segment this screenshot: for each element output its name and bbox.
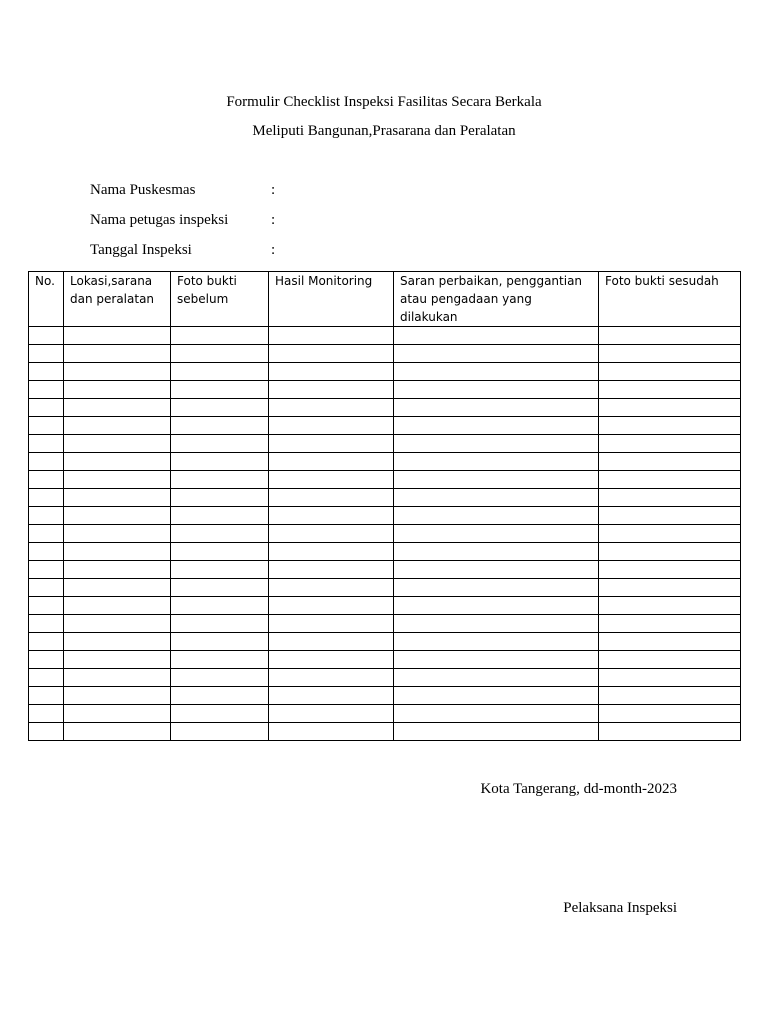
- table-cell[interactable]: [269, 435, 394, 453]
- table-cell[interactable]: [394, 633, 599, 651]
- table-cell[interactable]: [171, 597, 269, 615]
- table-header-row: [29, 272, 741, 327]
- table-cell[interactable]: [171, 399, 269, 417]
- table-cell[interactable]: [269, 669, 394, 687]
- table-cell[interactable]: [29, 615, 64, 633]
- table-row: [29, 597, 741, 615]
- column-header-saran: Saran perbaikan, penggantian atau pengadaan yang dilakukan: [394, 272, 599, 327]
- table-cell[interactable]: [269, 507, 394, 525]
- table-cell[interactable]: [394, 435, 599, 453]
- table-cell[interactable]: [599, 507, 741, 525]
- table-cell[interactable]: [269, 687, 394, 705]
- table-cell[interactable]: [171, 723, 269, 741]
- table-row: [29, 453, 741, 471]
- table-cell[interactable]: [29, 597, 64, 615]
- table-cell[interactable]: [394, 651, 599, 669]
- table-cell[interactable]: [269, 579, 394, 597]
- table-row: [29, 381, 741, 399]
- field-label: Nama Puskesmas: [90, 182, 196, 198]
- table-cell[interactable]: [269, 381, 394, 399]
- form-subtitle: Meliputi Bangunan,Prasarana dan Peralatan: [252, 123, 516, 139]
- table-row: [29, 363, 741, 381]
- table-cell[interactable]: [599, 651, 741, 669]
- table-cell[interactable]: [269, 723, 394, 741]
- table-cell[interactable]: [599, 345, 741, 363]
- table-cell[interactable]: [171, 345, 269, 363]
- table-cell[interactable]: [394, 579, 599, 597]
- table-cell[interactable]: [269, 525, 394, 543]
- table-cell[interactable]: [64, 363, 171, 381]
- table-cell[interactable]: [599, 579, 741, 597]
- table-cell[interactable]: [599, 669, 741, 687]
- table-cell[interactable]: [29, 687, 64, 705]
- table-cell[interactable]: [29, 651, 64, 669]
- table-cell[interactable]: [599, 687, 741, 705]
- table-cell[interactable]: [64, 723, 171, 741]
- table-cell[interactable]: [599, 597, 741, 615]
- table-cell[interactable]: [29, 543, 64, 561]
- table-cell[interactable]: [29, 561, 64, 579]
- table-cell[interactable]: [269, 633, 394, 651]
- table-cell[interactable]: [64, 471, 171, 489]
- table-cell[interactable]: [29, 399, 64, 417]
- table-cell[interactable]: [394, 507, 599, 525]
- table-cell[interactable]: [394, 363, 599, 381]
- table-cell[interactable]: [599, 435, 741, 453]
- field-separator: :: [271, 182, 276, 198]
- table-row: [29, 435, 741, 453]
- table-row: [29, 327, 741, 345]
- table-row: [29, 417, 741, 435]
- table-cell[interactable]: [29, 453, 64, 471]
- field-separator: :: [271, 212, 276, 228]
- table-cell[interactable]: [64, 525, 171, 543]
- table-row: [29, 705, 741, 723]
- table-cell[interactable]: [29, 723, 64, 741]
- table-cell[interactable]: [171, 417, 269, 435]
- table-cell[interactable]: [394, 525, 599, 543]
- table-cell[interactable]: [269, 561, 394, 579]
- column-header-no: No.: [29, 272, 64, 327]
- table-cell[interactable]: [171, 327, 269, 345]
- table-cell[interactable]: [394, 489, 599, 507]
- table-cell[interactable]: [394, 417, 599, 435]
- table-cell[interactable]: [394, 345, 599, 363]
- table-row: [29, 489, 741, 507]
- table-cell[interactable]: [29, 705, 64, 723]
- table-cell[interactable]: [171, 561, 269, 579]
- table-cell[interactable]: [394, 327, 599, 345]
- column-header-lokasi: Lokasi,sarana dan peralatan: [64, 272, 171, 327]
- table-cell[interactable]: [599, 381, 741, 399]
- table-cell[interactable]: [599, 633, 741, 651]
- table-cell[interactable]: [269, 489, 394, 507]
- table-cell[interactable]: [64, 345, 171, 363]
- table-cell[interactable]: [171, 669, 269, 687]
- table-cell[interactable]: [171, 633, 269, 651]
- table-cell[interactable]: [394, 399, 599, 417]
- table-cell[interactable]: [64, 561, 171, 579]
- table-cell[interactable]: [599, 525, 741, 543]
- table-cell[interactable]: [64, 687, 171, 705]
- table-cell[interactable]: [171, 651, 269, 669]
- table-cell[interactable]: [394, 615, 599, 633]
- table-cell[interactable]: [64, 543, 171, 561]
- table-cell[interactable]: [171, 453, 269, 471]
- table-cell[interactable]: [171, 363, 269, 381]
- table-row: [29, 399, 741, 417]
- field-separator: :: [271, 242, 276, 258]
- table-cell[interactable]: [171, 507, 269, 525]
- table-cell[interactable]: [29, 327, 64, 345]
- table-cell[interactable]: [599, 471, 741, 489]
- table-cell[interactable]: [269, 651, 394, 669]
- table-cell[interactable]: [64, 489, 171, 507]
- field-label: Nama petugas inspeksi: [90, 212, 229, 228]
- table-cell[interactable]: [599, 363, 741, 381]
- checklist-table: [28, 271, 741, 741]
- closing-place-date: Kota Tangerang, dd-month-2023: [480, 781, 677, 797]
- table-cell[interactable]: [171, 489, 269, 507]
- table-cell[interactable]: [269, 399, 394, 417]
- table-cell[interactable]: [269, 453, 394, 471]
- table-cell[interactable]: [64, 615, 171, 633]
- table-cell[interactable]: [269, 417, 394, 435]
- table-cell[interactable]: [64, 327, 171, 345]
- table-cell[interactable]: [394, 453, 599, 471]
- table-row: [29, 651, 741, 669]
- table-cell[interactable]: [171, 705, 269, 723]
- table-cell[interactable]: [394, 543, 599, 561]
- table-cell[interactable]: [171, 471, 269, 489]
- table-cell[interactable]: [171, 543, 269, 561]
- table-cell[interactable]: [29, 633, 64, 651]
- table-cell[interactable]: [394, 561, 599, 579]
- table-cell[interactable]: [29, 669, 64, 687]
- table-cell[interactable]: [599, 705, 741, 723]
- table-row: [29, 669, 741, 687]
- table-cell[interactable]: [29, 417, 64, 435]
- table-cell[interactable]: [599, 327, 741, 345]
- table-row: [29, 687, 741, 705]
- table-row: [29, 579, 741, 597]
- table-cell[interactable]: [269, 705, 394, 723]
- table-cell[interactable]: [599, 615, 741, 633]
- table-cell[interactable]: [269, 363, 394, 381]
- field-label: Tanggal Inspeksi: [90, 242, 192, 258]
- table-cell[interactable]: [269, 327, 394, 345]
- table-cell[interactable]: [171, 615, 269, 633]
- table-cell[interactable]: [29, 435, 64, 453]
- table-cell[interactable]: [171, 435, 269, 453]
- table-cell[interactable]: [394, 597, 599, 615]
- table-cell[interactable]: [269, 345, 394, 363]
- table-cell[interactable]: [599, 453, 741, 471]
- table-cell[interactable]: [29, 363, 64, 381]
- table-cell[interactable]: [394, 705, 599, 723]
- table-row: [29, 561, 741, 579]
- table-cell[interactable]: [64, 435, 171, 453]
- table-cell[interactable]: [394, 687, 599, 705]
- table-cell[interactable]: [269, 597, 394, 615]
- table-cell[interactable]: [64, 669, 171, 687]
- table-cell[interactable]: [29, 345, 64, 363]
- table-row: [29, 507, 741, 525]
- table-cell[interactable]: [599, 489, 741, 507]
- table-cell[interactable]: [64, 705, 171, 723]
- form-title: Formulir Checklist Inspeksi Fasilitas Secara Berkala: [226, 94, 542, 110]
- table-cell[interactable]: [64, 651, 171, 669]
- table-cell[interactable]: [29, 507, 64, 525]
- column-header-foto-sebelum: Foto bukti sebelum: [171, 272, 269, 327]
- column-header-hasil-monitoring: Hasil Monitoring: [269, 272, 394, 327]
- table-cell[interactable]: [64, 417, 171, 435]
- table-cell[interactable]: [394, 669, 599, 687]
- table-row: [29, 615, 741, 633]
- table-cell[interactable]: [29, 579, 64, 597]
- table-cell[interactable]: [599, 723, 741, 741]
- table-cell[interactable]: [171, 525, 269, 543]
- table-cell[interactable]: [269, 471, 394, 489]
- table-cell[interactable]: [29, 525, 64, 543]
- table-cell[interactable]: [64, 597, 171, 615]
- table-row: [29, 543, 741, 561]
- column-header-foto-sesudah: Foto bukti sesudah: [599, 272, 741, 327]
- table-cell[interactable]: [599, 417, 741, 435]
- table-row: [29, 723, 741, 741]
- table-row: [29, 525, 741, 543]
- table-row: [29, 345, 741, 363]
- table-cell[interactable]: [64, 399, 171, 417]
- table-cell[interactable]: [64, 579, 171, 597]
- table-cell[interactable]: [269, 543, 394, 561]
- table-cell[interactable]: [171, 579, 269, 597]
- table-cell[interactable]: [599, 543, 741, 561]
- field-nama-puskesmas: [90, 182, 390, 202]
- field-tanggal-inspeksi: [90, 242, 390, 262]
- table-row: [29, 633, 741, 651]
- table-cell[interactable]: [29, 489, 64, 507]
- table-cell[interactable]: [394, 723, 599, 741]
- table-cell[interactable]: [171, 687, 269, 705]
- table-cell[interactable]: [64, 381, 171, 399]
- table-cell[interactable]: [269, 615, 394, 633]
- table-cell[interactable]: [64, 453, 171, 471]
- table-cell[interactable]: [29, 471, 64, 489]
- table-cell[interactable]: [394, 471, 599, 489]
- table-row: [29, 471, 741, 489]
- table-cell[interactable]: [29, 381, 64, 399]
- table-cell[interactable]: [599, 399, 741, 417]
- table-cell[interactable]: [394, 381, 599, 399]
- table-cell[interactable]: [64, 633, 171, 651]
- table-cell[interactable]: [171, 381, 269, 399]
- field-nama-petugas: [90, 212, 390, 232]
- table-cell[interactable]: [599, 561, 741, 579]
- signatory-role: Pelaksana Inspeksi: [563, 900, 677, 916]
- table-cell[interactable]: [64, 507, 171, 525]
